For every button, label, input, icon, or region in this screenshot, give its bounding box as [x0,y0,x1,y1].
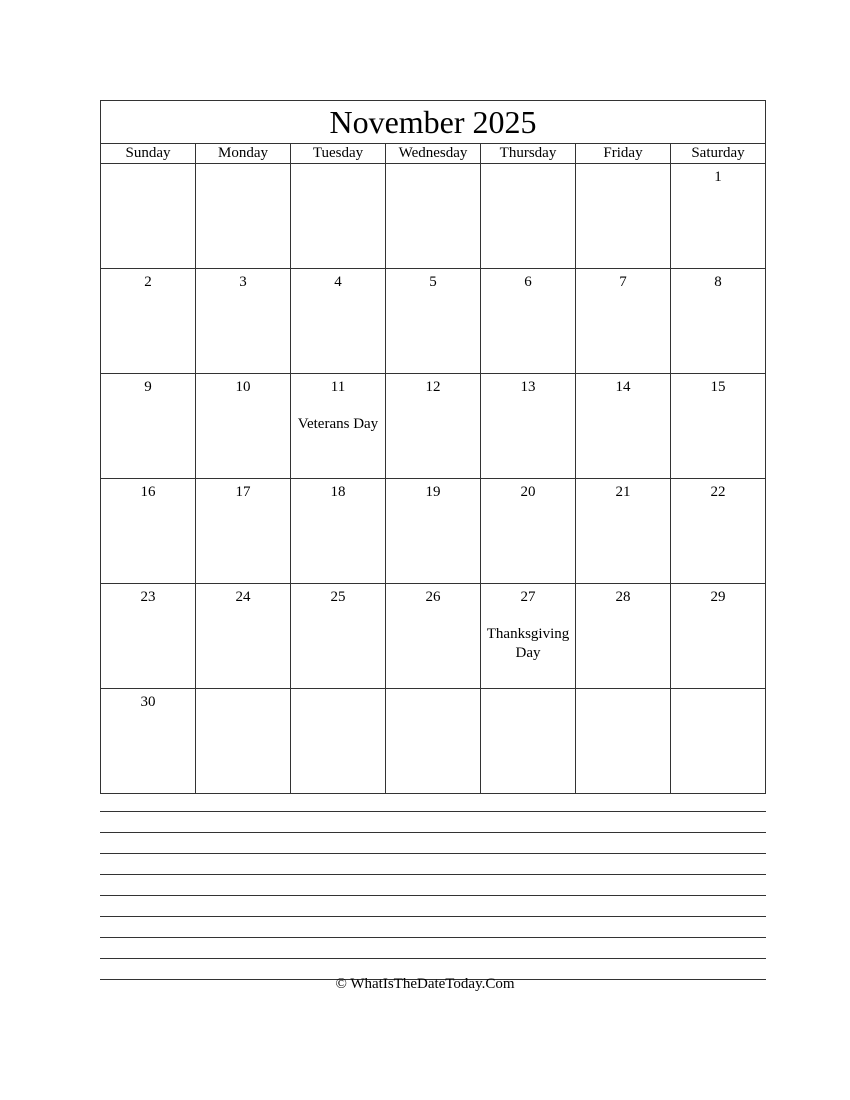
note-line [100,854,766,875]
day-cell [386,269,481,374]
day-number: 25 [330,589,346,605]
week-row [101,584,766,689]
day-cell [576,269,671,374]
day-cell [481,689,576,794]
day-cell [576,164,671,269]
day-cell [196,479,291,584]
day-number: 29 [710,589,726,605]
day-cell [386,164,481,269]
day-number: 3 [239,274,247,290]
day-cell [671,479,766,584]
day-number: 23 [140,589,156,605]
calendar-title-row [101,101,766,144]
day-cell [481,374,576,479]
holiday-label-thanksgiving-day: Thanksgiving Day [486,626,570,661]
day-number: 28 [615,589,631,605]
day-number: 13 [520,379,536,395]
weekday-monday: Monday [196,144,291,164]
day-cell [481,584,576,689]
day-cell [291,269,386,374]
day-cell [101,374,196,479]
day-cell [386,374,481,479]
day-cell [576,584,671,689]
weekday-sunday: Sunday [101,144,196,164]
day-cell [196,164,291,269]
day-cell [196,689,291,794]
day-cell [671,689,766,794]
notes-lines [100,791,766,980]
week-row [101,479,766,584]
day-cell [576,689,671,794]
day-number: 8 [714,274,722,290]
day-cell [671,584,766,689]
day-cell [101,269,196,374]
day-number: 30 [140,694,156,710]
day-cell [101,479,196,584]
weekday-friday: Friday [576,144,671,164]
note-line [100,833,766,854]
week-row [101,164,766,269]
day-cell [291,164,386,269]
week-row [101,269,766,374]
day-number: 4 [334,274,342,290]
day-number: 18 [330,484,346,500]
day-cell [671,374,766,479]
day-cell [576,374,671,479]
day-cell [481,479,576,584]
week-row [101,374,766,479]
day-cell [671,164,766,269]
weekday-header-row [101,144,766,164]
day-number: 22 [710,484,726,500]
day-cell [196,374,291,479]
note-line [100,875,766,896]
note-line [100,812,766,833]
weekday-wednesday: Wednesday [386,144,481,164]
day-cell [291,479,386,584]
day-number: 6 [524,274,532,290]
day-cell [196,584,291,689]
day-cell [386,479,481,584]
day-number: 17 [235,484,251,500]
weekday-tuesday: Tuesday [291,144,386,164]
weekday-thursday: Thursday [481,144,576,164]
note-line [100,896,766,917]
day-cell [196,269,291,374]
day-number: 21 [615,484,631,500]
day-cell [386,689,481,794]
note-line [100,938,766,959]
day-number: 11 [330,379,346,395]
day-cell [291,374,386,479]
day-cell [481,164,576,269]
day-number: 10 [235,379,251,395]
footer-copyright: © WhatIsTheDateToday.Com [335,976,515,992]
month-title: November 2025 [101,101,766,144]
day-cell [101,689,196,794]
day-number: 20 [520,484,536,500]
day-number: 14 [615,379,631,395]
day-cell [101,164,196,269]
day-number: 12 [425,379,441,395]
day-number: 26 [425,589,441,605]
day-cell [101,584,196,689]
day-number: 15 [710,379,726,395]
day-number: 16 [140,484,156,500]
weekday-saturday: Saturday [671,144,766,164]
day-cell [671,269,766,374]
day-number: 5 [429,274,437,290]
day-number: 24 [235,589,251,605]
day-number: 9 [144,379,152,395]
day-number: 1 [714,169,722,185]
day-cell [481,269,576,374]
day-number: 19 [425,484,441,500]
day-cell [291,689,386,794]
day-number: 2 [144,274,152,290]
day-cell [386,584,481,689]
week-row [101,689,766,794]
day-cell [576,479,671,584]
holiday-label-veterans-day: Veterans Day [297,416,379,432]
day-number: 27 [520,589,536,605]
day-cell [291,584,386,689]
note-line [100,917,766,938]
calendar-table [100,100,766,794]
day-number: 7 [619,274,627,290]
note-line [100,791,766,812]
